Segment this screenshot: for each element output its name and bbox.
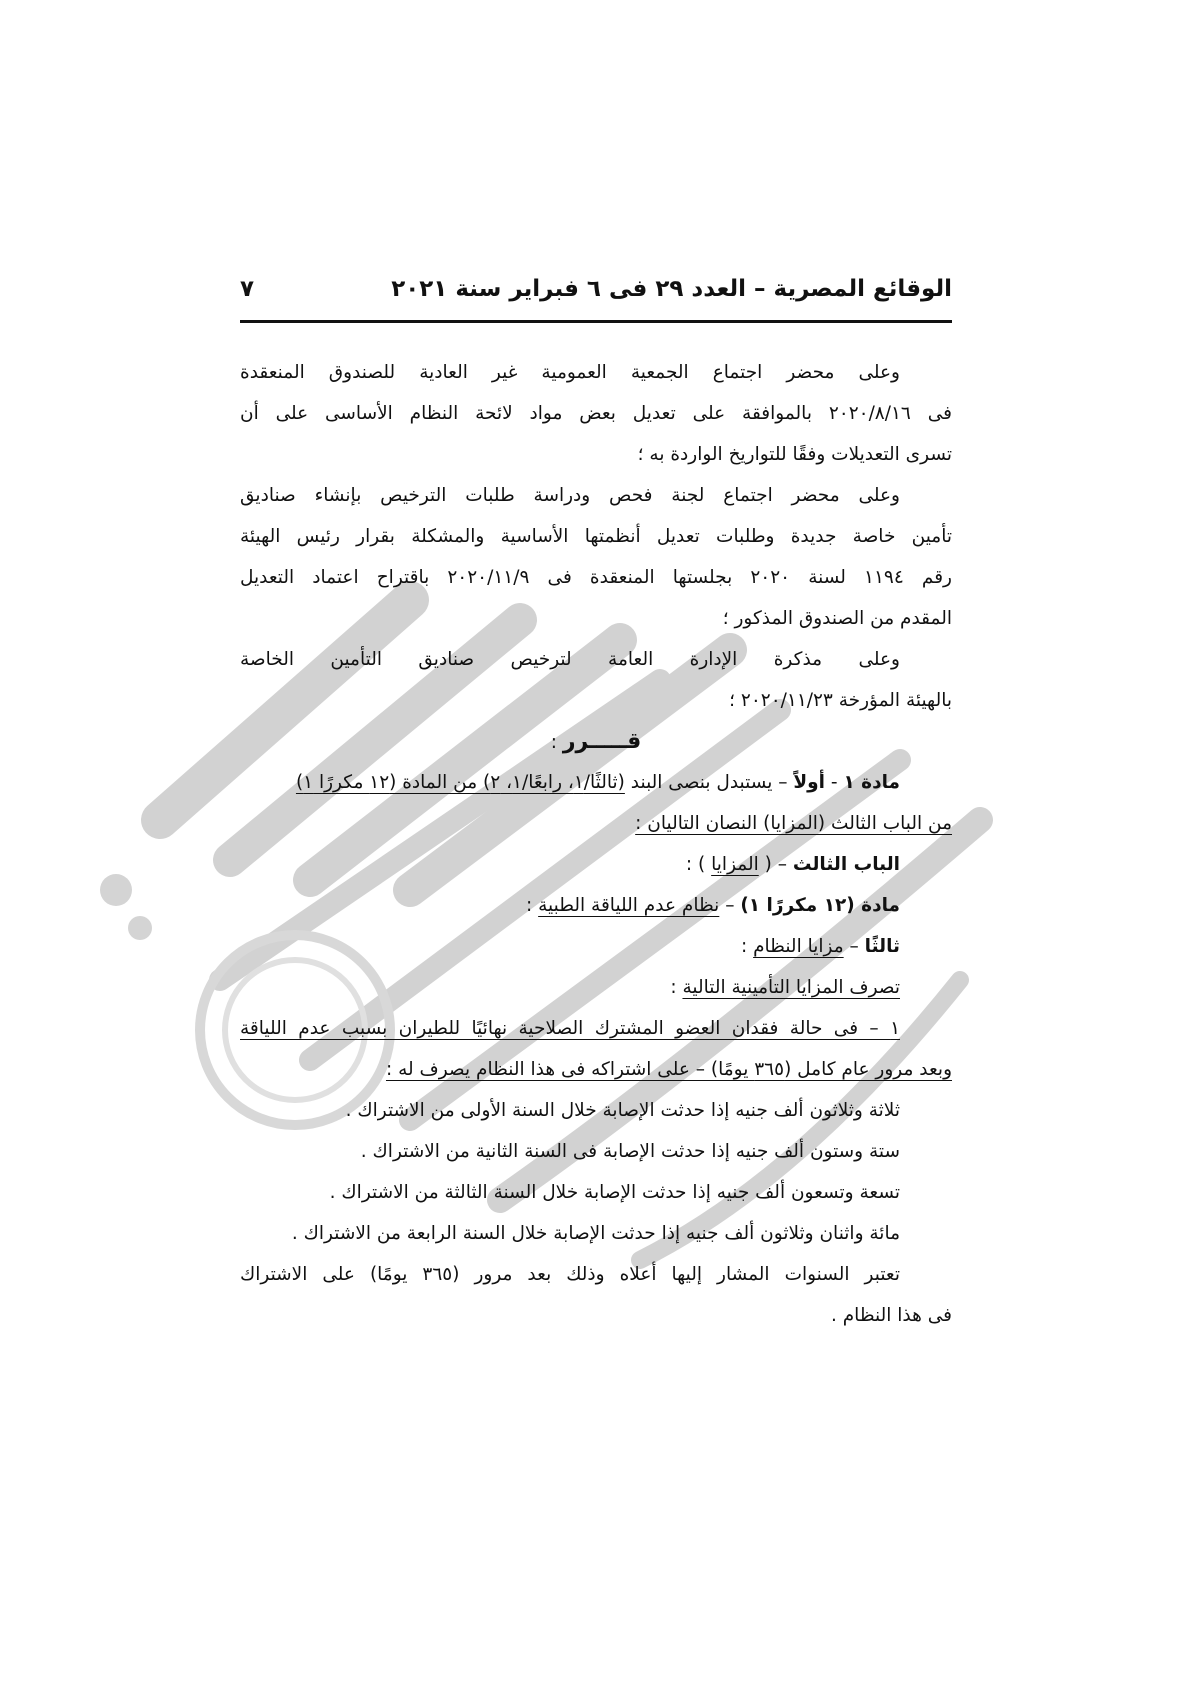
decision-heading <box>240 721 952 762</box>
article-12-name: نظام عدم اللياقة الطبية <box>538 895 720 916</box>
article-1-line-2 <box>240 803 952 844</box>
benefits-intro-text: تصرف المزايا التأمينية التالية <box>682 977 900 998</box>
amount-line: تسعة وتسعون ألف جنيه إذا حدثت الإصابة خلال السنة الثالثة من الاشتراك . <box>329 1182 900 1203</box>
benefits-intro-end: : <box>670 977 683 998</box>
third-end: : <box>740 936 754 957</box>
article-first: أولاً <box>793 772 825 793</box>
article-text: – يستبدل بنصى البند <box>624 772 794 793</box>
paragraph-line: فى ٢٠٢٠/٨/١٦ بالموافقة على تعديل بعض مواد لائحة النظام الأساسى على أن <box>240 403 952 424</box>
third-dash: – <box>843 936 865 957</box>
paragraph-line: بالهيئة المؤرخة ٢٠٢٠/١١/٢٣ ؛ <box>729 690 952 711</box>
item-1-line-2: وبعد مرور عام كامل (٣٦٥ يومًا) – على اشتراكه فى هذا النظام يصرف له : <box>385 1059 952 1080</box>
amount-line: مائة واثنان وثلاثون ألف جنيه إذا حدثت الإصابة خلال السنة الرابعة من الاشتراك . <box>291 1223 900 1244</box>
page-number: ٧ <box>240 276 255 302</box>
closing-line: تعتبر السنوات المشار إليها أعلاه وذلك بعد مرور (٣٦٥ يومًا) على الاشتراك <box>240 1264 900 1285</box>
chapter-name: المزايا <box>711 854 759 875</box>
paragraph-line: رقم ١١٩٤ لسنة ٢٠٢٠ بجلستها المنعقدة فى ٢٠٢٠/١١/٩ باقتراح اعتماد التعديل <box>240 567 952 588</box>
chapter-label: الباب الثالث <box>792 854 900 875</box>
article-12-label: مادة (١٢ مكررًا ١) <box>740 895 900 916</box>
third-heading <box>240 926 952 967</box>
article-label: مادة ١ <box>843 772 900 793</box>
paragraph-line: وعلى محضر اجتماع لجنة فحص ودراسة طلبات الترخيص بإنشاء صناديق <box>240 485 900 506</box>
article-clause: (ثالثًا/١، رابعًا/١، ٢) من المادة (١٢ مكررًا ١) <box>295 772 625 793</box>
chapter-end: ) : <box>685 854 712 875</box>
gazette-title: الوقائع المصرية – العدد ٢٩ فى ٦ فبراير سنة ٢٠٢١ <box>391 276 952 302</box>
amount-line: ستة وستون ألف جنيه إذا حدثت الإصابة فى السنة الثانية من الاشتراك . <box>360 1141 900 1162</box>
item-1-line-1: ١ – فى حالة فقدان العضو المشترك الصلاحية نهائيًا للطيران بسبب عدم اللياقة <box>240 1018 900 1039</box>
article-chapter-ref: من الباب الثالث (المزايا) النصان التاليان : <box>635 813 952 834</box>
page-header <box>240 268 952 323</box>
amount-line: ثلاثة وثلاثون ألف جنيه إذا حدثت الإصابة خلال السنة الأولى من الاشتراك . <box>345 1100 900 1121</box>
article-12-end: : <box>526 895 539 916</box>
article-12-heading <box>240 885 952 926</box>
article-12-dash: – <box>719 895 741 916</box>
paragraph-line: وعلى محضر اجتماع الجمعية العمومية غير العادية للصندوق المنعقدة <box>240 362 900 383</box>
decision-colon: : <box>550 732 557 753</box>
article-1-line <box>240 762 952 803</box>
third-name: مزايا النظام <box>753 936 844 957</box>
closing-line: فى هذا النظام . <box>830 1305 952 1326</box>
paragraph-line: تسرى التعديلات وفقًا للتواريخ الواردة به ؛ <box>637 444 952 465</box>
paragraph-line: تأمين خاصة جديدة وطلبات تعديل أنظمتها الأساسية والمشكلة بقرار رئيس الهيئة <box>240 526 952 547</box>
paragraph-line: وعلى مذكرة الإدارة العامة لترخيص صناديق التأمين الخاصة <box>240 649 900 670</box>
benefits-intro <box>240 967 952 1008</box>
chapter-heading <box>240 844 952 885</box>
chapter-dash: – ( <box>758 854 793 875</box>
paragraph-line: المقدم من الصندوق المذكور ؛ <box>722 608 952 629</box>
decision-word: قـــــرر <box>562 729 642 754</box>
document-body <box>240 352 952 1336</box>
article-dash: - <box>825 772 844 793</box>
third-label: ثالثًا <box>864 936 900 957</box>
